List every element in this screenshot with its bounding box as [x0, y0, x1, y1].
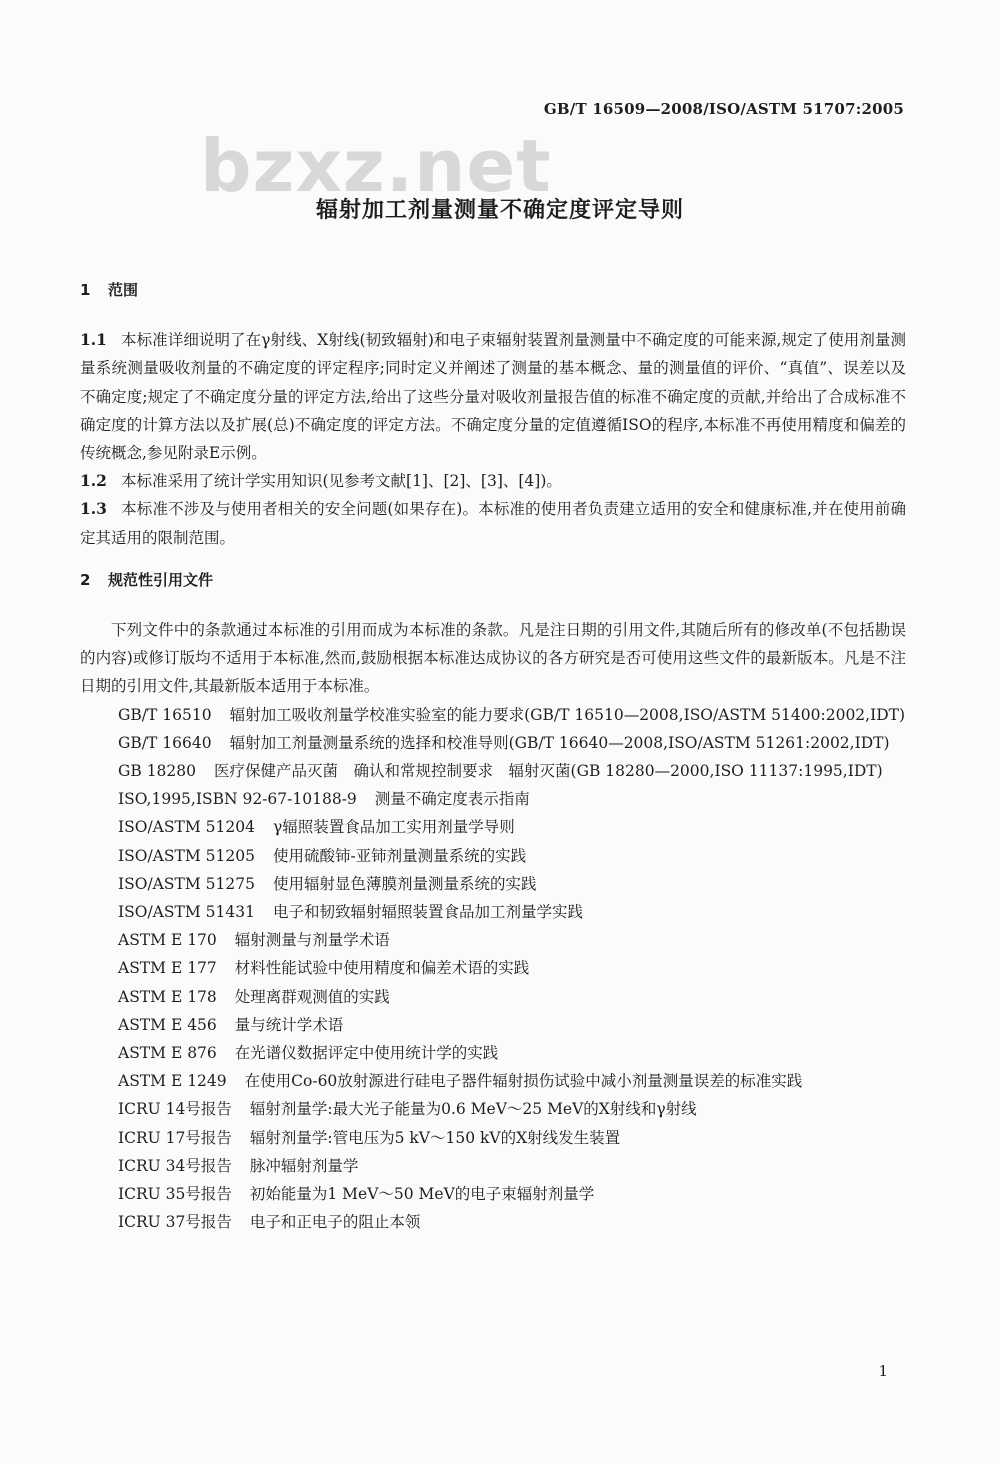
section-number: 2: [80, 570, 91, 589]
reference-code: ASTM E 177: [118, 959, 217, 978]
reference-title: 辐射加工吸收剂量学校准实验室的能力要求(GB/T 16510—2008,ISO/ASTM 51400:2002,IDT): [229, 705, 906, 724]
reference-title: 使用硫酸铈-亚铈剂量测量系统的实践: [272, 846, 527, 865]
reference-code: ISO/ASTM 51204: [118, 818, 255, 837]
reference-title: 初始能量为1 MeV～50 MeV的电子束辐射剂量学: [249, 1185, 595, 1204]
reference-code: ASTM E 178: [118, 987, 217, 1006]
reference-title: 辐射剂量学:管电压为5 kV～150 kV的X射线发生装置: [249, 1128, 621, 1147]
reference-code: ASTM E 1249: [118, 1072, 227, 1091]
clause-1-3: [80, 495, 906, 551]
reference-code: GB/T 16510: [118, 705, 212, 724]
reference-title: 辐射剂量学:最大光子能量为0.6 MeV～25 MeV的X射线和γ射线: [249, 1100, 697, 1119]
reference-code: GB 18280: [118, 762, 197, 781]
document-body: [80, 276, 906, 1237]
reference-code: ICRU 34号报告: [118, 1156, 232, 1175]
clause-text: 本标准不涉及与使用者相关的安全问题(如果存在)。本标准的使用者负责建立适用的安全和健康标准,并在使用前确定其适用的限制范围。: [80, 500, 906, 547]
reference-item: [118, 785, 906, 813]
reference-title: 辐射测量与剂量学术语: [234, 931, 390, 950]
section-2-heading: [80, 566, 906, 594]
reference-title: 电子和韧致辐射辐照装置食品加工剂量学实践: [272, 903, 583, 922]
reference-title: 电子和正电子的阻止本领: [249, 1213, 421, 1232]
reference-item: [118, 1124, 906, 1152]
reference-title: 在使用Co-60放射源进行硅电子器件辐射损伤试验中减小剂量测量误差的标准实践: [244, 1072, 803, 1091]
reference-title: 处理离群观测值的实践: [234, 987, 390, 1006]
reference-code: ICRU 14号报告: [118, 1100, 232, 1119]
reference-item: [118, 1067, 906, 1095]
section-1-heading: [80, 276, 906, 304]
section-title: 规范性引用文件: [108, 570, 214, 589]
reference-code: ICRU 35号报告: [118, 1185, 232, 1204]
reference-item: [118, 1208, 906, 1236]
reference-item: [118, 729, 906, 757]
reference-title: γ辐照装置食品加工实用剂量学导则: [272, 818, 515, 837]
reference-item: [118, 1152, 906, 1180]
reference-title: 辐射加工剂量测量系统的选择和校准导则(GB/T 16640—2008,ISO/ASTM 51261:2002,IDT): [229, 733, 890, 752]
reference-item: [118, 954, 906, 982]
reference-code: ASTM E 876: [118, 1044, 217, 1063]
clause-1-1: [80, 326, 906, 467]
section-2-intro: 下列文件中的条款通过本标准的引用而成为本标准的条款。凡是注日期的引用文件,其随后所有的修改单(不包括勘误的内容)或修订版均不适用于本标准,然而,鼓励根据本标准达成协议的各方研究是否可使用这些文件的最新版本。凡是不注日期的引用文件,其最新版本适用于本标准。: [80, 621, 906, 696]
reference-code: ICRU 37号报告: [118, 1213, 232, 1232]
reference-code: GB/T 16640: [118, 733, 212, 752]
reference-item: [118, 983, 906, 1011]
reference-item: [118, 870, 906, 898]
reference-title: 量与统计学术语: [234, 1015, 344, 1034]
reference-code: ISO/ASTM 51431: [118, 903, 255, 922]
reference-code: ICRU 17号报告: [118, 1128, 232, 1147]
section-number: 1: [80, 281, 91, 299]
clause-text: 本标准详细说明了在γ射线、X射线(韧致辐射)和电子束辐射装置剂量测量中不确定度的可能来源,规定了使用剂量测量系统测量吸收剂量的不确定度的评定程序;同时定义并阐述了测量的基本概念、量的测量值的评价、“真值”、误差以及不确定度;规定了不确定度分量的评定方法,给出了这些分量对吸收剂量报告值的标准不确定度的贡献,并给出了合成标准不确定度的计算方法以及扩展(总)不确定度的评定方法。不确定度分量的定值遵循ISO的程序,本标准不再使用精度和偏差的传统概念,参见附录E示例。: [80, 331, 906, 463]
reference-item: [118, 1039, 906, 1067]
reference-item: [118, 757, 906, 785]
clause-1-2: [80, 467, 906, 495]
reference-item: [118, 1095, 906, 1123]
reference-title: 测量不确定度表示指南: [374, 790, 530, 809]
reference-code: ASTM E 170: [118, 931, 217, 950]
reference-item: [118, 813, 906, 841]
standard-code: GB/T 16509—2008/ISO/ASTM 51707:2005: [543, 100, 904, 118]
reference-title: 医疗保健产品灭菌 确认和常规控制要求 辐射灭菌(GB 18280—2000,ISO 11137:1995,IDT): [214, 762, 883, 781]
clause-number: 1.2: [80, 471, 107, 491]
clause-number: 1.3: [80, 499, 107, 519]
reference-title: 在光谱仪数据评定中使用统计学的实践: [234, 1044, 499, 1063]
watermark: bzxz.net: [200, 124, 552, 208]
reference-code: ISO,1995,ISBN 92-67-10188-9: [118, 790, 357, 809]
clause-text: 本标准采用了统计学实用知识(见参考文献[1]、[2]、[3]、[4])。: [120, 472, 562, 491]
reference-item: [118, 701, 906, 729]
clause-number: 1.1: [80, 330, 107, 350]
reference-item: [118, 926, 906, 954]
reference-item: [118, 842, 906, 870]
reference-title: 脉冲辐射剂量学: [249, 1156, 359, 1175]
reference-code: ISO/ASTM 51275: [118, 874, 255, 893]
reference-code: ISO/ASTM 51205: [118, 846, 255, 865]
reference-item: [118, 1180, 906, 1208]
reference-list: [80, 701, 906, 1237]
reference-code: ASTM E 456: [118, 1015, 217, 1034]
section-title: 范围: [108, 281, 139, 299]
reference-item: [118, 1011, 906, 1039]
reference-title: 材料性能试验中使用精度和偏差术语的实践: [234, 959, 530, 978]
document-title: 辐射加工剂量测量不确定度评定导则: [315, 198, 684, 223]
page-number: 1: [878, 1362, 888, 1380]
reference-title: 使用辐射显色薄膜剂量测量系统的实践: [272, 874, 537, 893]
reference-item: [118, 898, 906, 926]
